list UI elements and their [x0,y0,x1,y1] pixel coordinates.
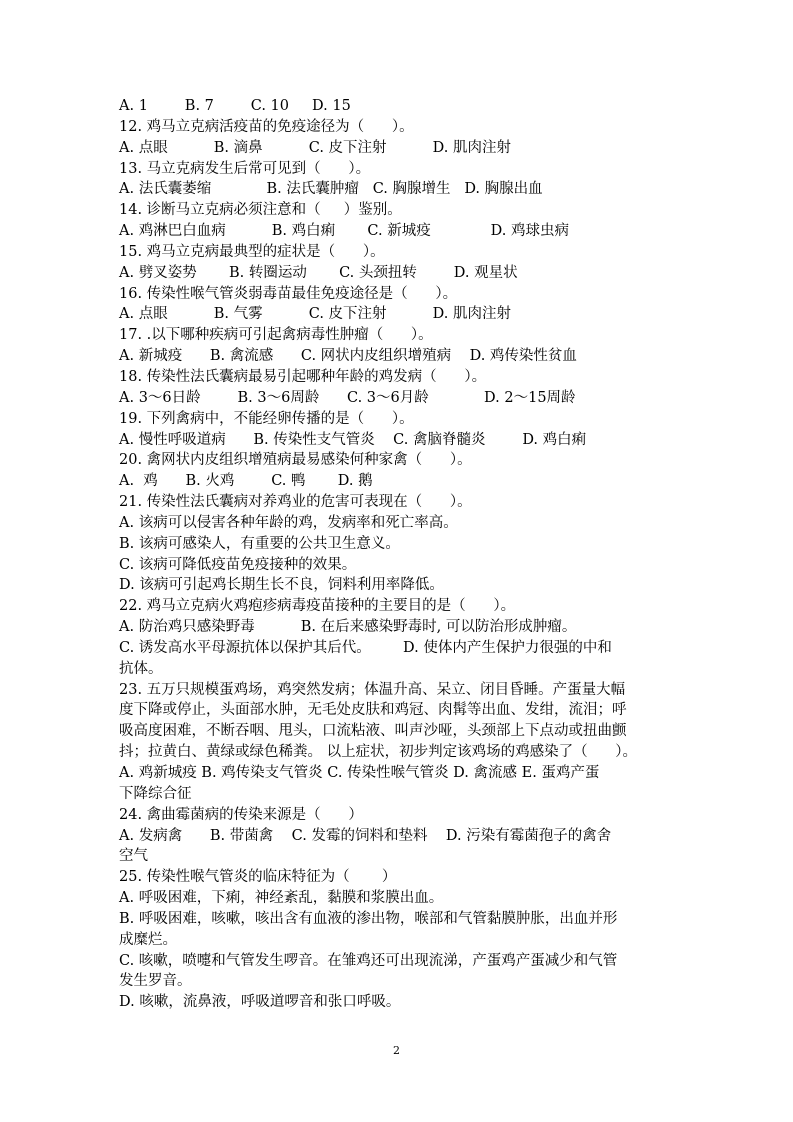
options-q23-cont: 下降综合征 [119,785,192,802]
question-14: 14. 诊断马立克病必须注意和（ ）鉴别。 [119,202,402,219]
option-q25-a: A. 呼吸困难，下痢，神经紊乱，黏膜和浆膜出血。 [119,890,444,907]
option-q25-d: D. 咳嗽，流鼻液，呼吸道啰音和张口呼吸。 [119,994,401,1011]
question-20: 20. 禽网状内皮组织增殖病最易感染何种家禽（ ）。 [119,452,472,469]
options-q22-cd: C. 诱发高水平母源抗体以保护其后代。 D. 使体内产生保护力很强的中和 [119,639,612,656]
question-22: 22. 鸡马立克病火鸡疱疹病毒疫苗接种的主要目的是（ ）。 [119,598,516,615]
options-q24: A. 发病禽 B. 带菌禽 C. 发霉的饲料和垫料 D. 污染有霉菌孢子的禽舍 [119,827,612,844]
question-25: 25. 传染性喉气管炎的临床特征为（ ） [119,869,397,886]
options-q20: A. 鸡 B. 火鸡 C. 鸭 D. 鹅 [119,473,373,490]
question-24: 24. 禽曲霉菌病的传染来源是（ ） [119,806,363,823]
question-23-line-4: 抖；拉黄白、黄绿或绿色稀粪。 以上症状，初步判定该鸡场的鸡感染了（ ）。 [119,744,638,761]
options-q15: A. 劈叉姿势 B. 转圈运动 C. 头颈扭转 D. 观星状 [119,264,518,281]
options-q17: A. 新城疫 B. 禽流感 C. 网状内皮组织增殖病 D. 鸡传染性贫血 [119,348,577,365]
question-19: 19. 下列禽病中，不能经卵传播的是（ ）。 [119,410,414,427]
question-23-line-1: 23. 五万只规模蛋鸡场，鸡突然发病；体温升高、呆立、闭目昏睡。产蛋量大幅 [119,681,626,698]
option-q21-a: A. 该病可以侵害各种年龄的鸡，发病率和死亡率高。 [119,514,458,531]
question-15: 15. 鸡马立克病最典型的症状是（ ）。 [119,243,385,260]
option-q25-c-cont: 发生罗音。 [119,973,192,990]
option-q21-c: C. 该病可降低疫苗免疫接种的效果。 [119,556,357,573]
options-q12: A. 点眼 B. 滴鼻 C. 皮下注射 D. 肌肉注射 [119,139,511,156]
option-q21-b: B. 该病可感染人，有重要的公共卫生意义。 [119,535,400,552]
question-list [119,96,679,1013]
question-18: 18. 传染性法氏囊病最易引起哪种年龄的鸡发病（ ）。 [119,368,487,385]
options-q16: A. 点眼 B. 气雾 C. 皮下注射 D. 肌肉注射 [119,306,511,323]
question-21: 21. 传染性法氏囊病对养鸡业的危害可表现在（ ）。 [119,494,472,511]
options-q22-ab: A. 防治鸡只感染野毒 B. 在后来感染野毒时, 可以防治形成肿瘤。 [119,619,577,636]
question-12: 12. 鸡马立克病活疫苗的免疫途径为（ ）。 [119,118,414,135]
options-q18: A. 3～6日龄 B. 3～6周龄 C. 3～6月龄 D. 2～15周龄 [119,389,576,406]
option-q21-d: D. 该病可引起鸡长期生长不良，饲料利用率降低。 [119,577,444,594]
options-q14: A. 鸡淋巴白血病 B. 鸡白痢 C. 新城疫 D. 鸡球虫病 [119,223,569,240]
question-16: 16. 传染性喉气管炎弱毒苗最佳免疫途径是（ ）。 [119,285,458,302]
option-q25-b: B. 呼吸困难，咳嗽，咳出含有血液的渗出物，喉部和气管黏膜肿胀，出血并形 [119,910,618,927]
question-23-line-2: 度下降或停止，头面部水肿，无毛处皮肤和鸡冠、肉髯等出血、发绀，流泪；呼 [119,702,627,719]
options-q22-cont: 抗体。 [119,660,163,677]
question-13: 13. 马立克病发生后常可见到（ ）。 [119,160,371,177]
page-number: 2 [393,1044,400,1057]
option-q25-b-cont: 成糜烂。 [119,931,177,948]
option-q25-c: C. 咳嗽，喷嚏和气管发生啰音。在雏鸡还可出现流涕，产蛋鸡产蛋减少和气管 [119,952,618,969]
options-q19: A. 慢性呼吸道病 B. 传染性支气管炎 C. 禽脑脊髓炎 D. 鸡白痢 [119,431,587,448]
question-23-line-3: 吸高度困难，不断吞咽、甩头，口流粘液、叫声沙哑，头颈部上下点动或扭曲颤 [119,723,627,740]
options-q13: A. 法氏囊萎缩 B. 法氏囊肿瘤 C. 胸腺增生 D. 胸腺出血 [119,181,543,198]
options-q24-cont: 空气 [119,848,148,865]
question-17: 17. .以下哪种疾病可引起禽病毒性肿瘤（ ）。 [119,327,433,344]
options-q11: A. 1 B. 7 C. 10 D. 15 [119,98,351,114]
options-q23: A. 鸡新城疫 B. 鸡传染支气管炎 C. 传染性喉气管炎 D. 禽流感 E. 蛋鸡产蛋 [119,765,600,781]
